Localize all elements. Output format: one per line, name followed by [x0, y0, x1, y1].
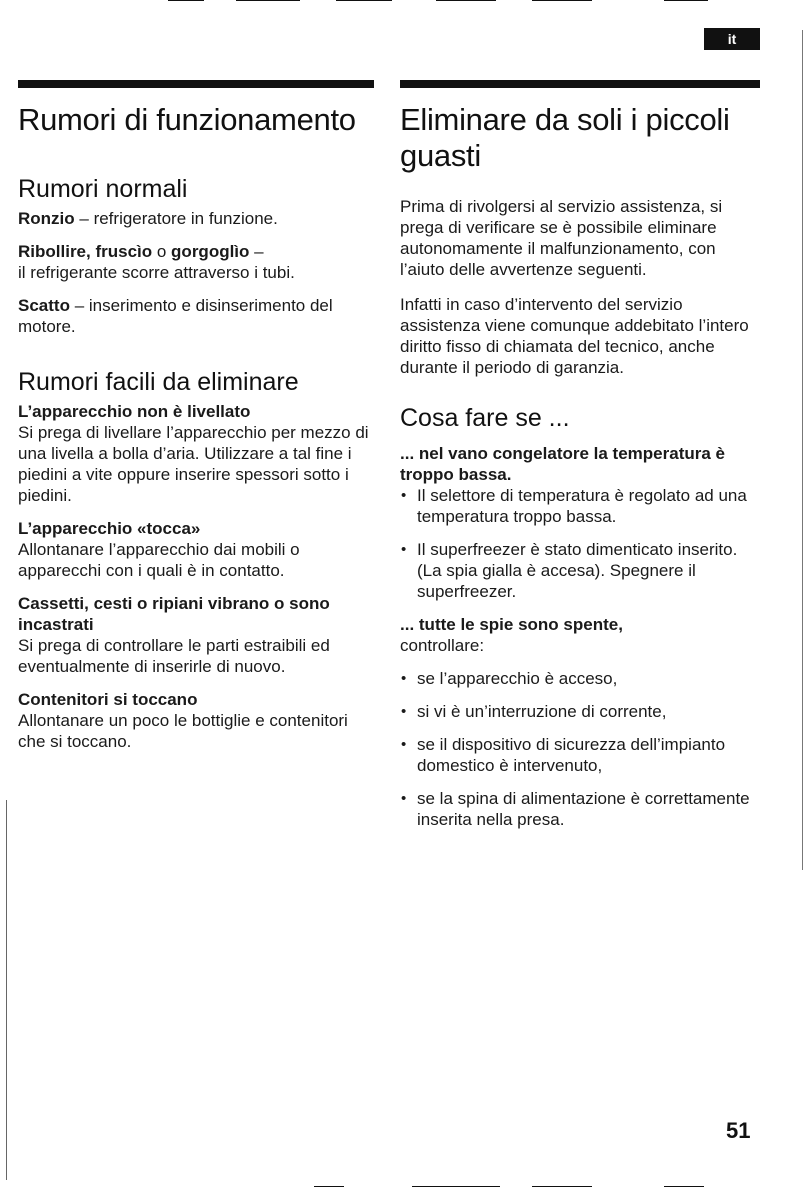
- list-item: • se l’apparecchio è acceso,: [400, 668, 760, 689]
- noise-item-ribollire: Ribollire, fruscìo o gorgoglìo – il refrigerante scorre attraverso i tubi.: [18, 242, 295, 282]
- left-column: [18, 80, 374, 764]
- normal-noises-heading: Rumori normali: [18, 175, 188, 203]
- case-lights-off-heading: ... tutte le spie sono spente,: [400, 615, 623, 634]
- subheading-not-level: L’apparecchio non è livellato: [18, 402, 251, 421]
- text-touches: Allontanare l’apparecchio dai mobili o apparecchi con i quali è in contatto.: [18, 540, 300, 580]
- top-crop-mark: [236, 0, 300, 1]
- bottom-crop-mark: [412, 1186, 500, 1187]
- subheading-drawers-vibrate: Cassetti, cesti o ripiani vibrano o sono incastrati: [18, 594, 330, 634]
- intro-paragraph-2: Infatti in caso d’intervento del servizio assistenza viene comunque addebitato l’intero diritto fisso di chiamata del tecnico, anche durante il periodo di garanzia.: [400, 295, 749, 377]
- page-title-left: Rumori di funzionamento: [18, 102, 356, 137]
- text-not-level: Si prega di livellare l’apparecchio per mezzo di una livella a bolla d’aria. Utilizzare a tal fine i piedini a vite oppure inserire spessori sotto i piedini.: [18, 423, 369, 505]
- case-lights-off-list: [400, 668, 760, 830]
- list-item: • Il superfreezer è stato dimenticato inserito. (La spia gialla è accesa). Spegnere il superfreezer.: [400, 539, 760, 602]
- list-item: • si vi è un’interruzione di corrente,: [400, 701, 760, 722]
- bottom-crop-mark: [314, 1186, 344, 1187]
- case-temperature-heading: ... nel vano congelatore la temperatura è troppo bassa.: [400, 444, 725, 484]
- bottom-crop-mark: [664, 1186, 704, 1187]
- list-item: • Il selettore di temperatura è regolato ad una temperatura troppo bassa.: [400, 485, 760, 527]
- list-item: • se la spina di alimentazione è correttamente inserita nella presa.: [400, 788, 760, 830]
- page-title-right: Eliminare da soli i piccoli guasti: [400, 102, 730, 173]
- right-column: [400, 80, 760, 842]
- text-drawers-vibrate: Si prega di controllare le parti estraibili ed eventualmente di inserirle di nuovo.: [18, 636, 330, 676]
- intro-paragraph-1: Prima di rivolgersi al servizio assistenza, si prega di verificare se è possibile eliminare autonomamente il malfunzionamento, con l’aiuto delle avvertenze seguenti.: [400, 197, 723, 279]
- case-lights-off-lead: controllare:: [400, 636, 485, 655]
- bottom-crop-mark: [532, 1186, 592, 1187]
- section-rule: [18, 80, 374, 88]
- page-number: 51: [726, 1118, 751, 1143]
- right-edge-mark: [802, 30, 803, 870]
- subheading-touches: L’apparecchio «tocca»: [18, 519, 201, 538]
- case-temperature-list: [400, 485, 760, 602]
- what-to-do-heading: Cosa fare se ...: [400, 404, 570, 432]
- top-crop-mark: [532, 0, 592, 1]
- noise-item-scatto: Scatto – inserimento e disinserimento del motore.: [18, 296, 333, 336]
- list-item: • se il dispositivo di sicurezza dell’impianto domestico è intervenuto,: [400, 734, 760, 776]
- section-rule: [400, 80, 760, 88]
- subheading-containers-touch: Contenitori si toccano: [18, 690, 198, 709]
- noise-item-ronzio: Ronzio – refrigeratore in funzione.: [18, 209, 278, 228]
- language-badge: it: [704, 28, 760, 50]
- left-edge-mark: [6, 800, 7, 1180]
- top-crop-mark: [436, 0, 496, 1]
- text-containers-touch: Allontanare un poco le bottiglie e contenitori che si toccano.: [18, 711, 348, 751]
- top-crop-mark: [336, 0, 392, 1]
- top-crop-mark: [168, 0, 204, 1]
- top-crop-mark: [664, 0, 708, 1]
- easy-noises-heading: Rumori facili da eliminare: [18, 368, 299, 396]
